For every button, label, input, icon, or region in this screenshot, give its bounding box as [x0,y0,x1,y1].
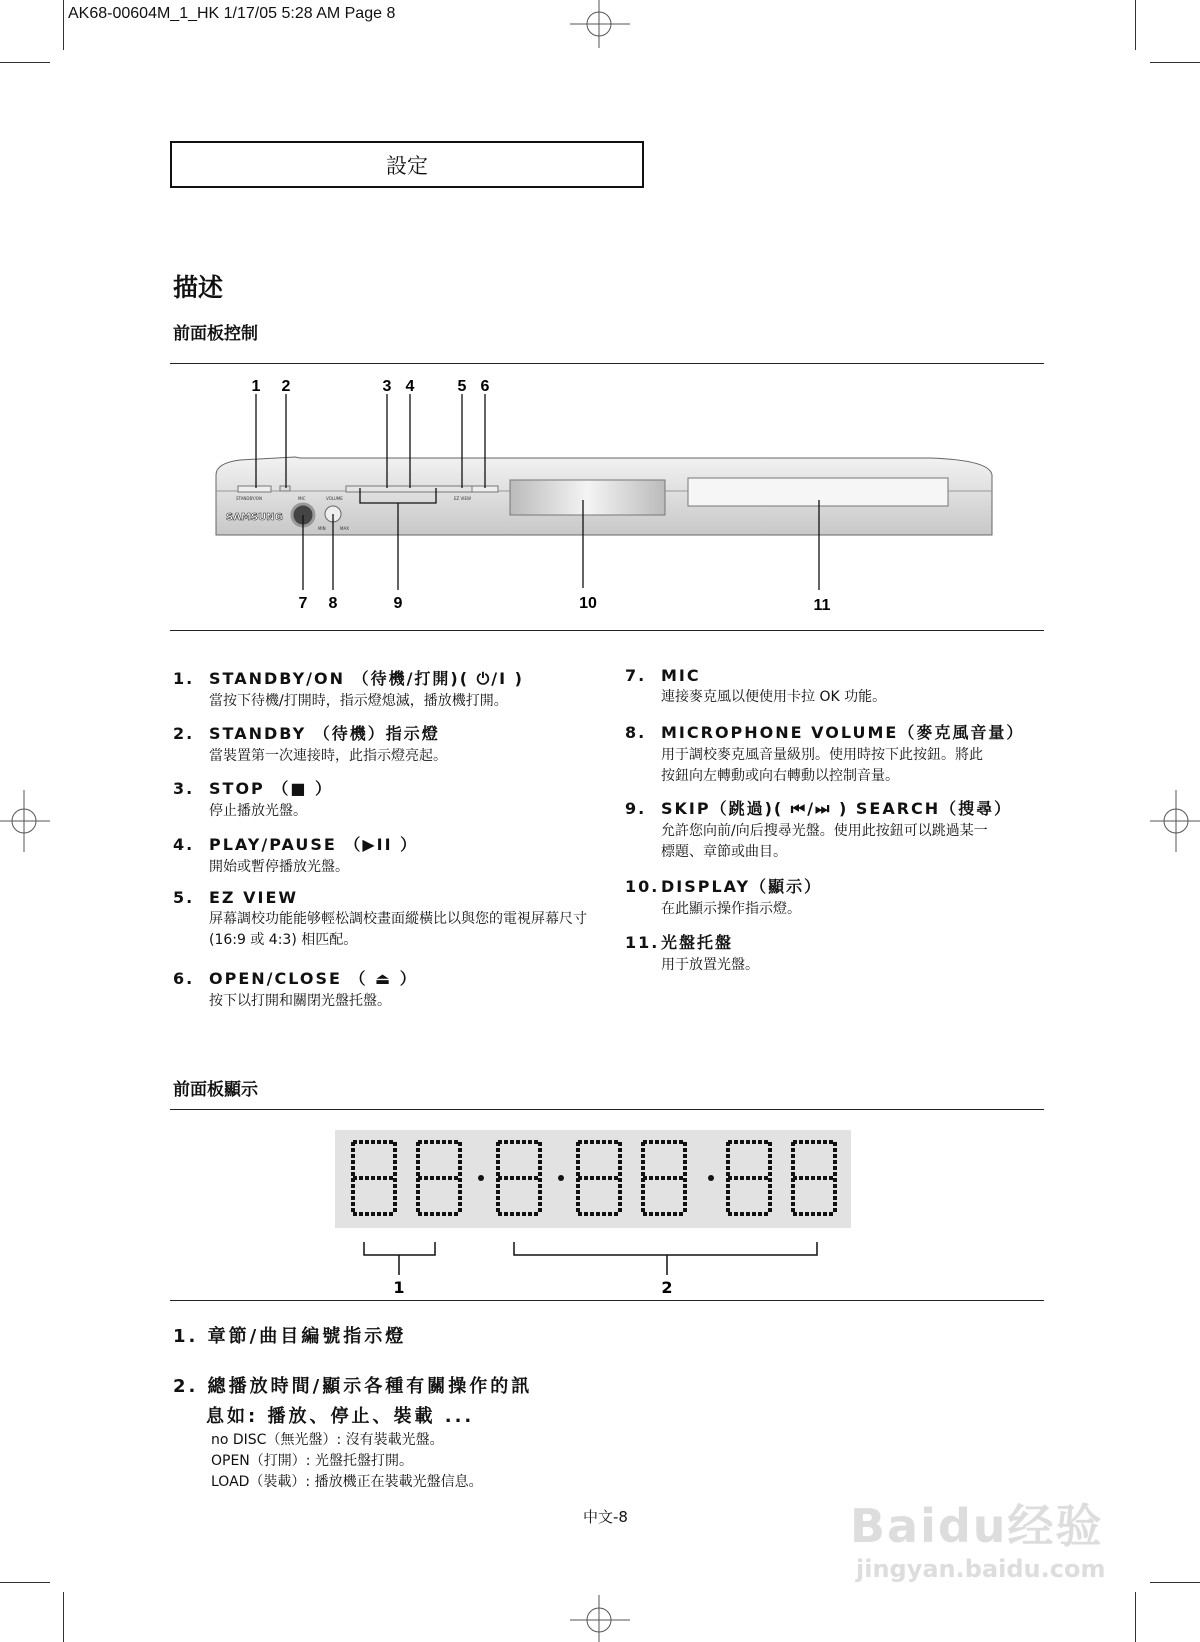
divider [170,363,1044,364]
divider [170,1109,1044,1110]
callout-10: 10 [579,595,597,612]
control-item [173,776,613,822]
display-item-2: 2. 總播放時間/顯示各種有關操作的訊 [173,1376,533,1397]
display-callout-1: 1 [393,1278,405,1297]
item-number: 6. [173,969,195,988]
control-item [625,666,1065,708]
item-desc: 停止播放光盤。 [209,803,307,819]
label-ezview: EZ VIEW [454,496,471,501]
divider [170,1300,1044,1301]
item-number: 4. [173,835,195,854]
disc-tray [688,478,948,506]
control-item [173,666,613,712]
control-item [625,874,1065,920]
item-number: 3. [173,779,195,798]
control-item [173,966,613,1012]
item-number: 9. [625,799,647,818]
item-desc: 按下以打開和關閉光盤托盤。 [209,993,391,1009]
item-title: DISPLAY（顯示） [661,877,823,896]
callout-1: 1 [251,380,261,395]
item-title: MIC [661,666,701,685]
item-title: EZ VIEW [209,888,299,907]
baidu-watermark: Baidu经验 [850,1499,1104,1553]
item-title: STANDBY （待機）指示燈 [209,724,440,743]
item-desc: 開始或暫停播放光盤。 [209,859,349,875]
callout-11: 11 [813,597,831,614]
control-item [625,720,1025,787]
label-standby: STANDBY/ON [236,496,262,501]
page-heading: 描述 [173,273,224,302]
display-window [510,480,665,515]
label-min: MIN [318,526,326,531]
callout-8: 8 [328,595,338,612]
message-load: LOAD（裝載）: 播放機正在裝載光盤信息。 [211,1474,483,1490]
item-number: 10. [625,877,660,896]
callout-9: 9 [393,595,403,612]
item-desc: 允許您向前/向后搜尋光盤。使用此按鈕可以跳過某一標題、章節或曲目。 [661,823,988,860]
item-title: MICROPHONE VOLUME（麥克風音量） [661,723,1025,742]
message-no-disc: no DISC（無光盤）: 沒有裝載光盤。 [211,1432,444,1448]
section-title-box [170,141,644,188]
item-number: 2. [173,724,195,743]
control-item [173,888,593,951]
watermark-url: jingyan.baidu.com [856,1555,1106,1583]
control-item [625,930,1065,976]
item-desc: 在此顯示操作指示燈。 [661,901,801,917]
item-number: 7. [625,666,647,685]
item-desc: 當按下待機/打開時，指示燈熄滅，播放機打開。 [209,693,508,709]
display-item-2-cont: 息如: 播放、停止、裝載 ... [206,1406,475,1427]
print-header: AK68-00604M_1_HK 1/17/05 5:28 AM Page 8 [68,5,396,22]
item-desc: 連接麥克風以便使用卡拉 OK 功能。 [661,689,887,705]
item-desc: 屏幕調校功能能够輕松調校畫面縱橫比以與您的電視屏幕尺寸 (16:9 或 4:3) 相匹配。 [209,911,587,948]
item-desc: 當裝置第一次連接時，此指示燈亮起。 [209,748,447,764]
item-desc: 用于放置光盤。 [661,957,759,973]
page-number: 中文-8 [583,1508,628,1526]
item-title: OPEN/CLOSE （ ⏏ ） [209,969,418,988]
control-item [173,832,613,878]
callout-6: 6 [480,380,490,395]
item-desc: 用于調校麥克風音量級別。使用時按下此按鈕。將此按鈕向左轉動或向右轉動以控制音量。 [661,747,983,784]
item-title: PLAY/PAUSE （▶II ） [209,835,419,854]
front-controls-title: 前面板控制 [173,324,258,344]
callout-2: 2 [281,380,291,395]
callout-3: 3 [382,380,392,395]
dvd-front-panel-diagram [200,380,1000,620]
item-number: 5. [173,888,195,907]
callout-4: 4 [405,380,415,395]
item-title: SKIP（跳過)( ⏮/⏭ ) SEARCH（搜尋） [661,799,1013,818]
label-mic: MIC [298,496,306,501]
samsung-logo: SAMSUNG [226,512,283,523]
front-display-title: 前面板顯示 [173,1080,258,1100]
item-number: 8. [625,723,647,742]
display-item-1: 1. 章節/曲目編號指示燈 [173,1326,407,1347]
label-volume: VOLUME [326,496,343,501]
led-display-diagram [335,1130,851,1300]
item-title: 光盤托盤 [661,933,734,952]
control-item [625,796,1013,863]
display-callout-2: 2 [661,1278,673,1297]
callout-7: 7 [298,595,308,612]
control-item [173,721,613,767]
message-open: OPEN（打開）: 光盤托盤打開。 [211,1453,413,1469]
divider [170,630,1044,631]
item-number: 11. [625,933,660,952]
item-title: STOP （■ ） [209,779,334,798]
label-max: MAX [340,526,349,531]
item-title: STANDBY/ON （待機/打開)( ⏻/I ) [209,669,524,688]
section-title: 設定 [386,153,428,178]
callout-5: 5 [457,380,467,395]
item-number: 1. [173,669,195,688]
